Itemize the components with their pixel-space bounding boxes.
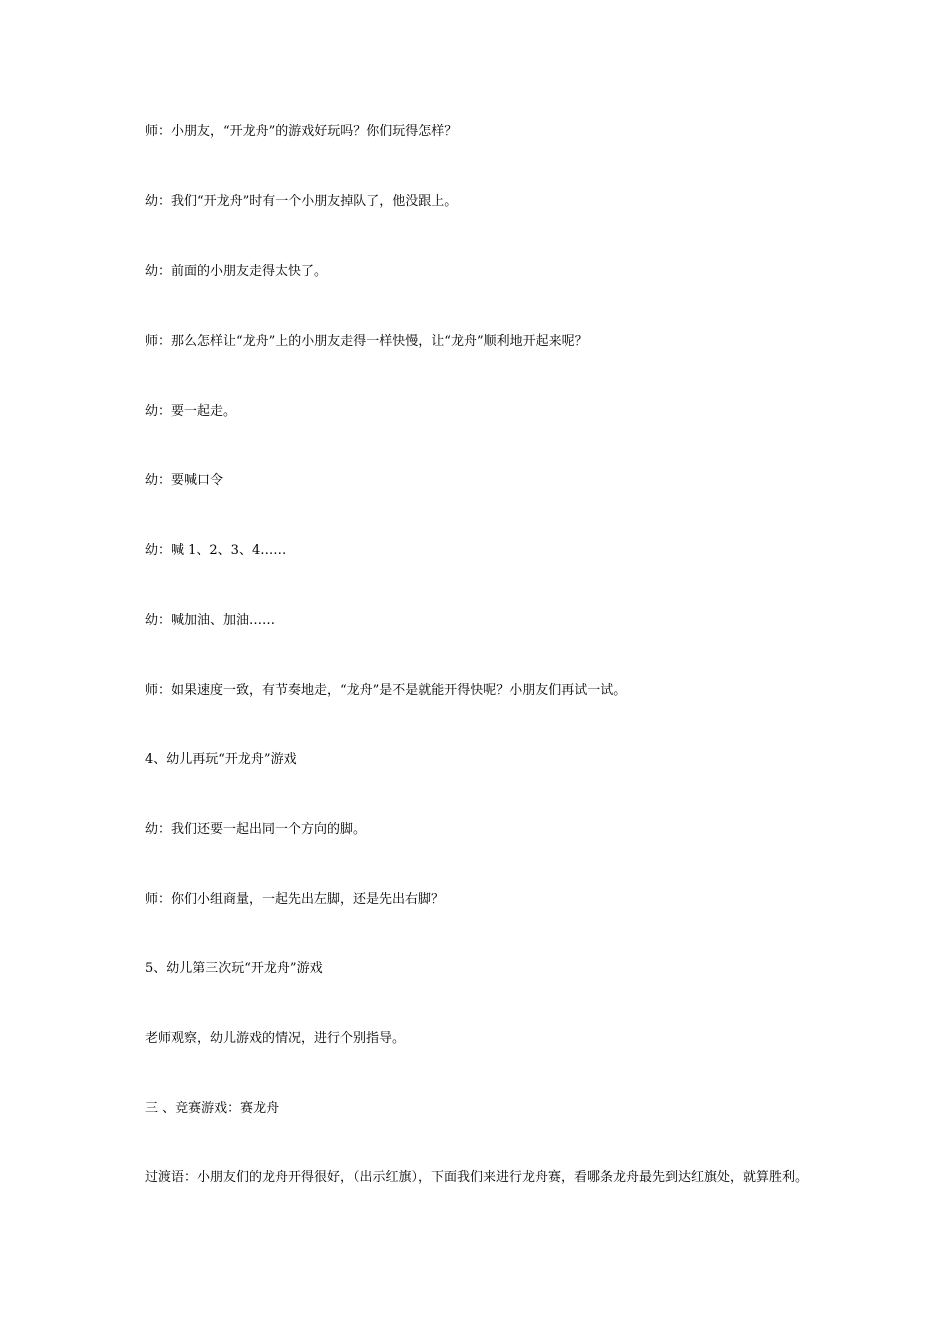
paragraph-7: 幼：喊 1、2、3、4…… [145,543,287,558]
paragraph-14: 老师观察，幼儿游戏的情况，进行个别指导。 [145,1031,406,1046]
paragraph-11: 幼：我们还要一起出同一个方向的脚。 [145,822,367,837]
paragraph-16: 过渡语：小朋友们的龙舟开得很好，（出示红旗），下面我们来进行龙舟赛，看哪条龙舟最先到达红旗处，就算胜利。 [145,1170,809,1185]
paragraph-2: 幼：我们“开龙舟”时有一个小朋友掉队了，他没跟上。 [145,194,458,209]
section-heading-3: 三 、竞赛游戏：赛龙舟 [145,1101,280,1116]
paragraph-8: 幼：喊加油、加油…… [145,613,276,628]
paragraph-5: 幼：要一起走。 [145,404,237,419]
paragraph-4: 师：那么怎样让“龙舟”上的小朋友走得一样快慢，让“龙舟”顺利地开起来呢？ [145,334,588,349]
paragraph-1: 师：小朋友，“开龙舟”的游戏好玩吗？你们玩得怎样？ [145,124,458,139]
paragraph-6: 幼：要喊口令 [145,473,224,488]
paragraph-9: 师：如果速度一致，有节奏地走，“龙舟”是不是就能开得快呢？小朋友们再试一试。 [145,683,627,698]
section-heading-4: 4、幼儿再玩“开龙舟”游戏 [145,752,297,767]
paragraph-3: 幼：前面的小朋友走得太快了。 [145,264,328,279]
paragraph-12: 师：你们小组商量，一起先出左脚，还是先出右脚？ [145,892,445,907]
section-heading-5: 5、幼儿第三次玩“开龙舟”游戏 [145,961,323,976]
